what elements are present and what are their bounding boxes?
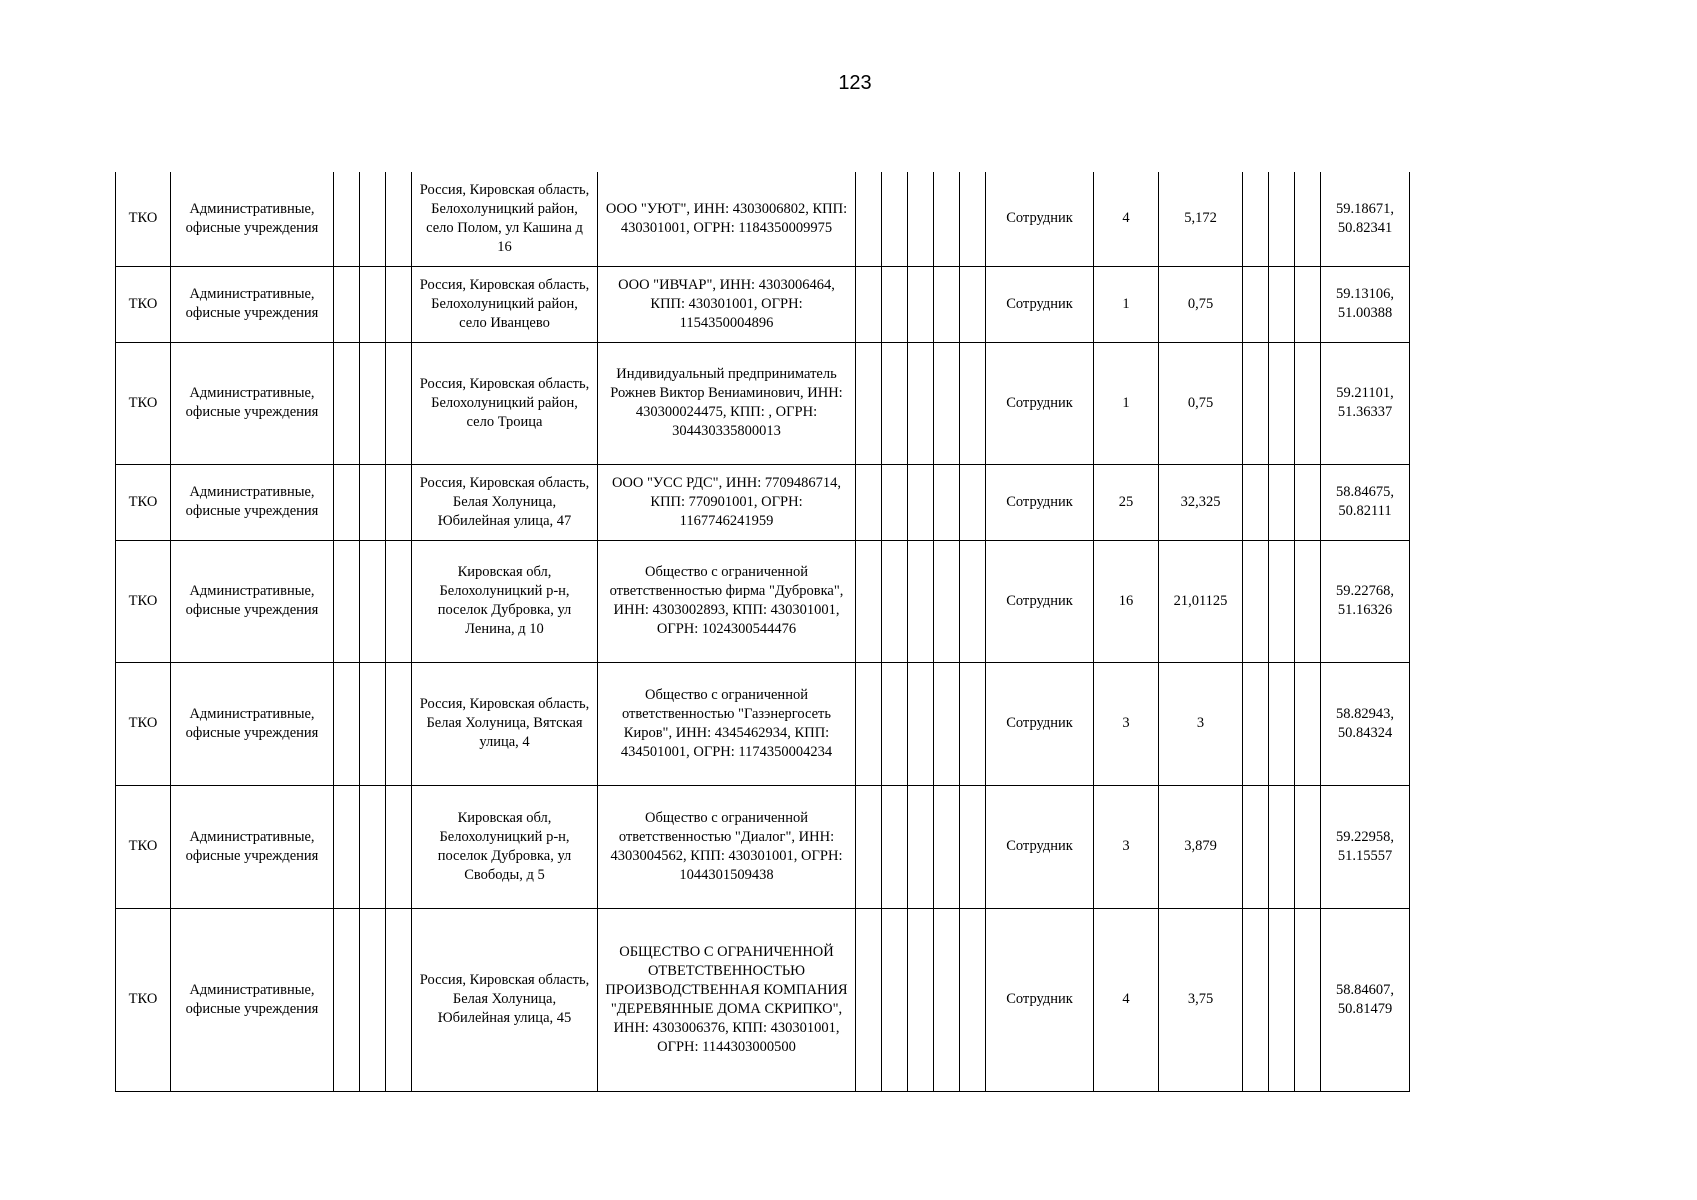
empty-cell [334, 172, 360, 266]
empty-cell [1243, 266, 1269, 342]
category-cell: Административные, офисные учреждения [171, 342, 334, 464]
unit-cell: Сотрудник [986, 464, 1094, 540]
address-cell: Россия, Кировская область, Белохолуницкий район, село Полом, ул Кашина д 16 [412, 172, 598, 266]
empty-cell [360, 464, 386, 540]
empty-cell [386, 342, 412, 464]
empty-cell [856, 464, 882, 540]
unit-cell: Сотрудник [986, 662, 1094, 785]
empty-cell [1269, 785, 1295, 908]
volume-cell: 3,75 [1159, 908, 1243, 1091]
volume-cell: 0,75 [1159, 266, 1243, 342]
empty-cell [1295, 464, 1321, 540]
empty-cell [908, 540, 934, 662]
waste-type-cell: ТКО [116, 785, 171, 908]
empty-cell [1269, 540, 1295, 662]
table-body [116, 172, 1410, 1091]
volume-cell: 21,01125 [1159, 540, 1243, 662]
organization-cell: Общество с ограниченной ответственностью фирма "Дубровка", ИНН: 4303002893, КПП: 430301001, ОГРН: 1024300544476 [598, 540, 856, 662]
empty-cell [856, 785, 882, 908]
empty-cell [1295, 662, 1321, 785]
empty-cell [882, 464, 908, 540]
category-cell: Административные, офисные учреждения [171, 785, 334, 908]
empty-cell [960, 266, 986, 342]
empty-cell [960, 662, 986, 785]
empty-cell [882, 908, 908, 1091]
empty-cell [386, 172, 412, 266]
empty-cell [386, 785, 412, 908]
organization-cell: Индивидуальный предприниматель Рожнев Виктор Вениаминович, ИНН: 430300024475, КПП: , ОГРН: 304430335800013 [598, 342, 856, 464]
empty-cell [882, 662, 908, 785]
organization-cell: ООО "УСС РДС", ИНН: 7709486714, КПП: 770901001, ОГРН: 1167746241959 [598, 464, 856, 540]
empty-cell [908, 464, 934, 540]
count-cell: 3 [1094, 662, 1159, 785]
count-cell: 25 [1094, 464, 1159, 540]
empty-cell [1295, 266, 1321, 342]
waste-type-cell: ТКО [116, 172, 171, 266]
empty-cell [386, 540, 412, 662]
empty-cell [1295, 172, 1321, 266]
empty-cell [1269, 908, 1295, 1091]
empty-cell [934, 172, 960, 266]
volume-cell: 5,172 [1159, 172, 1243, 266]
empty-cell [908, 266, 934, 342]
empty-cell [1243, 342, 1269, 464]
empty-cell [934, 540, 960, 662]
empty-cell [908, 662, 934, 785]
table-row [116, 662, 1410, 785]
count-cell: 1 [1094, 342, 1159, 464]
empty-cell [334, 464, 360, 540]
waste-type-cell: ТКО [116, 266, 171, 342]
table-row [116, 172, 1410, 266]
empty-cell [960, 172, 986, 266]
empty-cell [960, 540, 986, 662]
empty-cell [934, 662, 960, 785]
empty-cell [360, 172, 386, 266]
empty-cell [1295, 342, 1321, 464]
waste-type-cell: ТКО [116, 662, 171, 785]
empty-cell [908, 785, 934, 908]
empty-cell [360, 908, 386, 1091]
count-cell: 1 [1094, 266, 1159, 342]
empty-cell [334, 908, 360, 1091]
empty-cell [960, 342, 986, 464]
table-row [116, 342, 1410, 464]
table-row [116, 540, 1410, 662]
address-cell: Кировская обл, Белохолуницкий р-н, поселок Дубровка, ул Ленина, д 10 [412, 540, 598, 662]
empty-cell [386, 662, 412, 785]
volume-cell: 3 [1159, 662, 1243, 785]
table-row [116, 266, 1410, 342]
category-cell: Административные, офисные учреждения [171, 464, 334, 540]
address-cell: Кировская обл, Белохолуницкий р-н, поселок Дубровка, ул Свободы, д 5 [412, 785, 598, 908]
table-row [116, 785, 1410, 908]
organization-cell: ОБЩЕСТВО С ОГРАНИЧЕННОЙ ОТВЕТСТВЕННОСТЬЮ ПРОИЗВОДСТВЕННАЯ КОМПАНИЯ "ДЕРЕВЯННЫЕ ДОМА СКРИПКО", ИНН: 4303006376, КПП: 430301001, ОГРН: 1144303000500 [598, 908, 856, 1091]
coordinates-cell: 59.22768, 51.16326 [1321, 540, 1410, 662]
organization-cell: ООО "ИВЧАР", ИНН: 4303006464, КПП: 430301001, ОГРН: 1154350004896 [598, 266, 856, 342]
waste-type-cell: ТКО [116, 464, 171, 540]
address-cell: Россия, Кировская область, Белохолуницкий район, село Иванцево [412, 266, 598, 342]
count-cell: 16 [1094, 540, 1159, 662]
empty-cell [1269, 266, 1295, 342]
volume-cell: 32,325 [1159, 464, 1243, 540]
empty-cell [908, 908, 934, 1091]
waste-type-cell: ТКО [116, 908, 171, 1091]
empty-cell [856, 266, 882, 342]
table-row [116, 464, 1410, 540]
empty-cell [856, 662, 882, 785]
unit-cell: Сотрудник [986, 266, 1094, 342]
empty-cell [1243, 662, 1269, 785]
category-cell: Административные, офисные учреждения [171, 540, 334, 662]
empty-cell [908, 342, 934, 464]
empty-cell [856, 908, 882, 1091]
waste-type-cell: ТКО [116, 342, 171, 464]
empty-cell [856, 540, 882, 662]
empty-cell [882, 785, 908, 908]
organization-cell: ООО "УЮТ", ИНН: 4303006802, КПП: 430301001, ОГРН: 1184350009975 [598, 172, 856, 266]
count-cell: 4 [1094, 172, 1159, 266]
empty-cell [386, 464, 412, 540]
empty-cell [882, 342, 908, 464]
empty-cell [360, 266, 386, 342]
empty-cell [360, 540, 386, 662]
empty-cell [1269, 342, 1295, 464]
coordinates-cell: 59.18671, 50.82341 [1321, 172, 1410, 266]
empty-cell [1295, 540, 1321, 662]
empty-cell [334, 785, 360, 908]
empty-cell [334, 266, 360, 342]
organization-cell: Общество с ограниченной ответственностью "Газэнергосеть Киров", ИНН: 4345462934, КПП: 434501001, ОГРН: 1174350004234 [598, 662, 856, 785]
unit-cell: Сотрудник [986, 785, 1094, 908]
empty-cell [934, 266, 960, 342]
empty-cell [882, 266, 908, 342]
volume-cell: 3,879 [1159, 785, 1243, 908]
empty-cell [1243, 785, 1269, 908]
address-cell: Россия, Кировская область, Белая Холуница, Юбилейная улица, 45 [412, 908, 598, 1091]
count-cell: 4 [1094, 908, 1159, 1091]
empty-cell [334, 540, 360, 662]
coordinates-cell: 58.82943, 50.84324 [1321, 662, 1410, 785]
empty-cell [1243, 908, 1269, 1091]
empty-cell [1269, 172, 1295, 266]
empty-cell [1269, 662, 1295, 785]
empty-cell [334, 662, 360, 785]
empty-cell [934, 342, 960, 464]
empty-cell [360, 342, 386, 464]
empty-cell [934, 908, 960, 1091]
empty-cell [1295, 908, 1321, 1091]
category-cell: Административные, офисные учреждения [171, 662, 334, 785]
empty-cell [856, 172, 882, 266]
empty-cell [908, 172, 934, 266]
empty-cell [1243, 172, 1269, 266]
empty-cell [1243, 540, 1269, 662]
empty-cell [360, 785, 386, 908]
coordinates-cell: 59.22958, 51.15557 [1321, 785, 1410, 908]
empty-cell [1295, 785, 1321, 908]
empty-cell [934, 464, 960, 540]
category-cell: Административные, офисные учреждения [171, 908, 334, 1091]
category-cell: Административные, офисные учреждения [171, 266, 334, 342]
volume-cell: 0,75 [1159, 342, 1243, 464]
coordinates-cell: 58.84675, 50.82111 [1321, 464, 1410, 540]
coordinates-cell: 58.84607, 50.81479 [1321, 908, 1410, 1091]
address-cell: Россия, Кировская область, Белохолуницкий район, село Троица [412, 342, 598, 464]
empty-cell [856, 342, 882, 464]
empty-cell [386, 908, 412, 1091]
unit-cell: Сотрудник [986, 342, 1094, 464]
count-cell: 3 [1094, 785, 1159, 908]
waste-registry-table [115, 172, 1410, 1092]
unit-cell: Сотрудник [986, 908, 1094, 1091]
empty-cell [334, 342, 360, 464]
table-row [116, 908, 1410, 1091]
category-cell: Административные, офисные учреждения [171, 172, 334, 266]
empty-cell [960, 908, 986, 1091]
empty-cell [882, 172, 908, 266]
empty-cell [1269, 464, 1295, 540]
unit-cell: Сотрудник [986, 172, 1094, 266]
organization-cell: Общество с ограниченной ответственностью "Диалог", ИНН: 4303004562, КПП: 430301001, ОГРН: 1044301509438 [598, 785, 856, 908]
coordinates-cell: 59.13106, 51.00388 [1321, 266, 1410, 342]
page-number: 123 [838, 72, 872, 94]
empty-cell [1243, 464, 1269, 540]
empty-cell [934, 785, 960, 908]
address-cell: Россия, Кировская область, Белая Холуница, Юбилейная улица, 47 [412, 464, 598, 540]
coordinates-cell: 59.21101, 51.36337 [1321, 342, 1410, 464]
empty-cell [882, 540, 908, 662]
empty-cell [386, 266, 412, 342]
empty-cell [960, 785, 986, 908]
waste-type-cell: ТКО [116, 540, 171, 662]
unit-cell: Сотрудник [986, 540, 1094, 662]
empty-cell [360, 662, 386, 785]
address-cell: Россия, Кировская область, Белая Холуница, Вятская улица, 4 [412, 662, 598, 785]
empty-cell [960, 464, 986, 540]
